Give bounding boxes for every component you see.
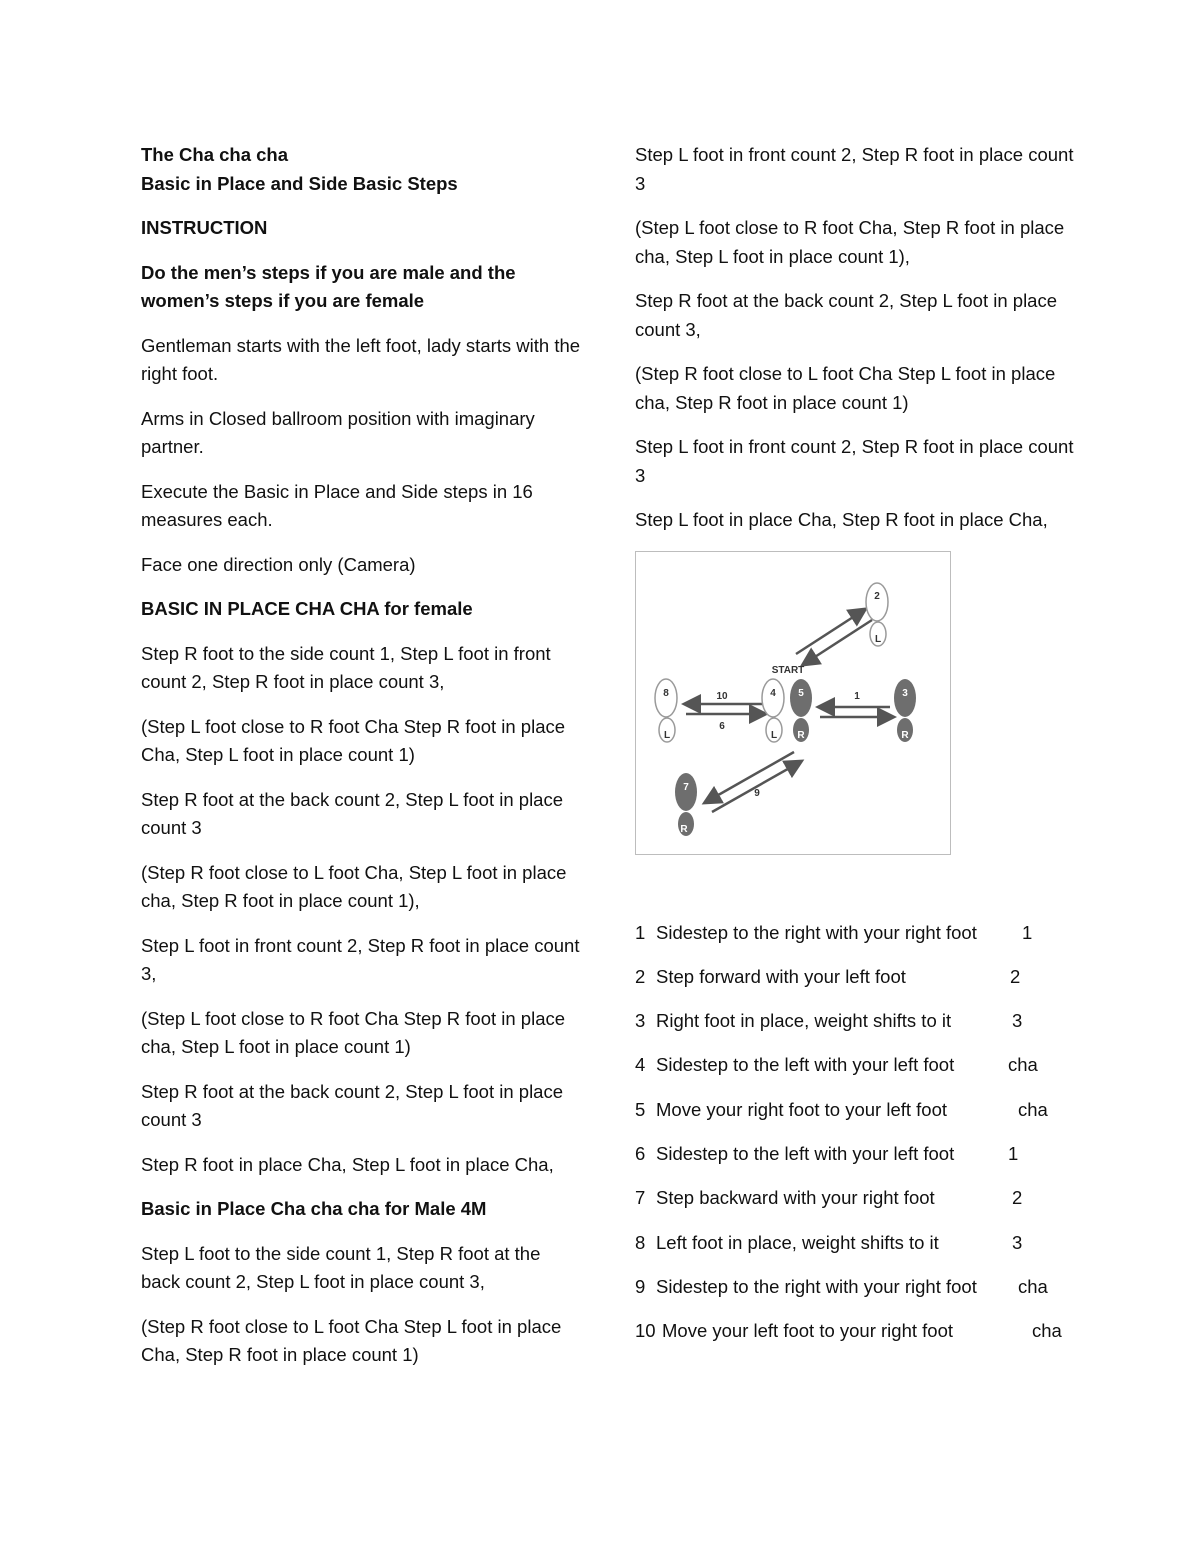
step-list-item xyxy=(635,1317,1075,1346)
male-step: Step L foot to the side count 1, Step R foot at the back count 2, Step L foot in place count 3, xyxy=(141,1242,541,1292)
instruction-paragraph: Gentleman starts with the left foot, lady starts with the right foot. xyxy=(141,334,581,384)
step-description: Sidestep to the left with your left foot xyxy=(656,1054,955,1076)
step-count: cha xyxy=(1018,1275,1048,1297)
step-number: 4 xyxy=(635,1054,646,1076)
foot-letter: R xyxy=(901,729,909,741)
step-count: 1 xyxy=(1022,921,1033,943)
foot-8-left xyxy=(655,679,677,742)
male-step: Step R foot at the back count 2, Step L foot in place count 3, xyxy=(635,290,1058,340)
footstep-diagram-svg xyxy=(636,552,950,854)
foot-number: 2 xyxy=(874,590,880,602)
step-list-item xyxy=(635,1229,1075,1258)
foot-7-right xyxy=(675,773,697,836)
step-description: Step backward with your right foot xyxy=(656,1187,935,1209)
step-count: cha xyxy=(1018,1098,1048,1120)
foot-number: 3 xyxy=(902,687,908,699)
arrow-9-bottom xyxy=(712,762,800,812)
step-list-item xyxy=(635,1051,1075,1080)
male-step: Step L foot in place Cha, Step R foot in place Cha, xyxy=(635,509,1048,530)
step-count: 2 xyxy=(1010,965,1021,987)
step-number: 5 xyxy=(635,1098,646,1120)
foot-number: 5 xyxy=(798,687,804,699)
male-section-heading: Basic in Place Cha cha cha for Male 4M xyxy=(141,1198,487,1219)
step-list-item xyxy=(635,1140,1075,1169)
step-description: Move your left foot to your right foot xyxy=(662,1320,954,1342)
step-count: 2 xyxy=(1012,1187,1023,1209)
step-description: Sidestep to the right with your right foot xyxy=(656,921,977,943)
male-step: (Step L foot close to R foot Cha, Step R foot in place cha, Step L foot in place count 1), xyxy=(635,217,1065,267)
step-number: 3 xyxy=(635,1010,646,1032)
step-number: 1 xyxy=(635,921,646,943)
male-step: (Step R foot close to L foot Cha Step L foot in place cha, Step R foot in place count 1) xyxy=(635,363,1056,413)
step-number: 8 xyxy=(635,1231,646,1253)
step-number: 9 xyxy=(635,1275,646,1297)
instruction-paragraph: Execute the Basic in Place and Side steps in 16 measures each. xyxy=(141,480,533,530)
male-step: (Step R foot close to L foot Cha Step L foot in place Cha, Step R foot in place count 1) xyxy=(141,1315,562,1365)
foot-letter: R xyxy=(797,729,805,741)
male-step: Step L foot in front count 2, Step R foot in place count 3 xyxy=(635,436,1074,486)
foot-letter: R xyxy=(680,823,688,835)
arrow-number: 1 xyxy=(854,690,860,702)
step-number: 10 xyxy=(635,1320,656,1342)
step-count: 1 xyxy=(1008,1142,1019,1164)
arrow-number: 10 xyxy=(716,690,728,702)
step-count: cha xyxy=(1032,1320,1062,1342)
foot-5-right xyxy=(790,679,812,742)
step-count: 3 xyxy=(1012,1231,1023,1253)
foot-3-right xyxy=(894,679,916,742)
foot-2-left xyxy=(866,583,888,646)
step-description: Step forward with your left foot xyxy=(656,965,906,987)
step-count: 3 xyxy=(1012,1010,1023,1032)
arrow-number: 6 xyxy=(719,720,725,732)
step-description: Left foot in place, weight shifts to it xyxy=(656,1231,939,1253)
instruction-paragraph: Arms in Closed ballroom position with imaginary partner. xyxy=(141,407,535,457)
step-list-item xyxy=(635,919,1075,948)
instruction-paragraph: Face one direction only (Camera) xyxy=(141,553,416,575)
arrow-9-top xyxy=(706,752,794,802)
step-count: cha xyxy=(1008,1054,1038,1076)
step-description: Right foot in place, weight shifts to it xyxy=(656,1010,952,1032)
step-description: Sidestep to the left with your left foot xyxy=(656,1142,955,1164)
document-subtitle: Basic in Place and Side Basic Steps xyxy=(141,172,458,194)
female-step: Step R foot to the side count 1, Step L foot in front count 2, Step R foot in place count 3, xyxy=(141,642,551,692)
step-description: Move your right foot to your left foot xyxy=(656,1098,948,1120)
document-title: The Cha cha cha xyxy=(141,144,289,165)
step-number: 6 xyxy=(635,1142,646,1164)
male-step: Step L foot in front count 2, Step R foot in place count 3 xyxy=(635,144,1074,194)
foot-letter: L xyxy=(663,729,671,741)
female-step: (Step L foot close to R foot Cha Step R foot in place cha, Step L foot in place count 1) xyxy=(141,1007,566,1057)
step-list-item xyxy=(635,1096,1075,1125)
document-title-block xyxy=(141,141,581,198)
foot-letter: L xyxy=(874,633,882,645)
female-step: Step L foot in front count 2, Step R foot in place count 3, xyxy=(141,934,580,984)
step-list-item xyxy=(635,1273,1075,1302)
female-section-heading: BASIC IN PLACE CHA CHA for female xyxy=(141,598,473,619)
step-number: 2 xyxy=(635,965,646,987)
right-column xyxy=(635,141,1075,1361)
foot-letter: L xyxy=(770,729,778,741)
step-list xyxy=(635,919,1075,1346)
step-list-item xyxy=(635,963,1075,992)
female-step: (Step R foot close to L foot Cha, Step L foot in place cha, Step R foot in place count 1), xyxy=(141,861,567,911)
arrow-number: 9 xyxy=(754,787,760,799)
step-number: 7 xyxy=(635,1187,646,1209)
female-step: Step R foot at the back count 2, Step L foot in place count 3 xyxy=(141,788,564,838)
step-list-item xyxy=(635,1184,1075,1213)
instruction-notice: Do the men’s steps if you are male and the women’s steps if you are female xyxy=(141,261,516,311)
foot-number: 8 xyxy=(663,687,669,699)
female-step: Step R foot in place Cha, Step L foot in place Cha, xyxy=(141,1153,554,1175)
foot-number: 4 xyxy=(770,687,776,699)
start-label: START xyxy=(771,664,805,676)
foot-number: 7 xyxy=(683,781,689,793)
step-description: Sidestep to the right with your right foot xyxy=(656,1275,977,1297)
step-list-item xyxy=(635,1007,1075,1036)
foot-4-left xyxy=(762,679,784,742)
left-column xyxy=(141,141,581,1386)
female-step: Step R foot at the back count 2, Step L foot in place count 3 xyxy=(141,1080,564,1130)
female-step: (Step L foot close to R foot Cha Step R foot in place Cha, Step L foot in place count 1) xyxy=(141,715,566,765)
instruction-heading: INSTRUCTION xyxy=(141,217,268,238)
footstep-diagram xyxy=(635,551,951,855)
